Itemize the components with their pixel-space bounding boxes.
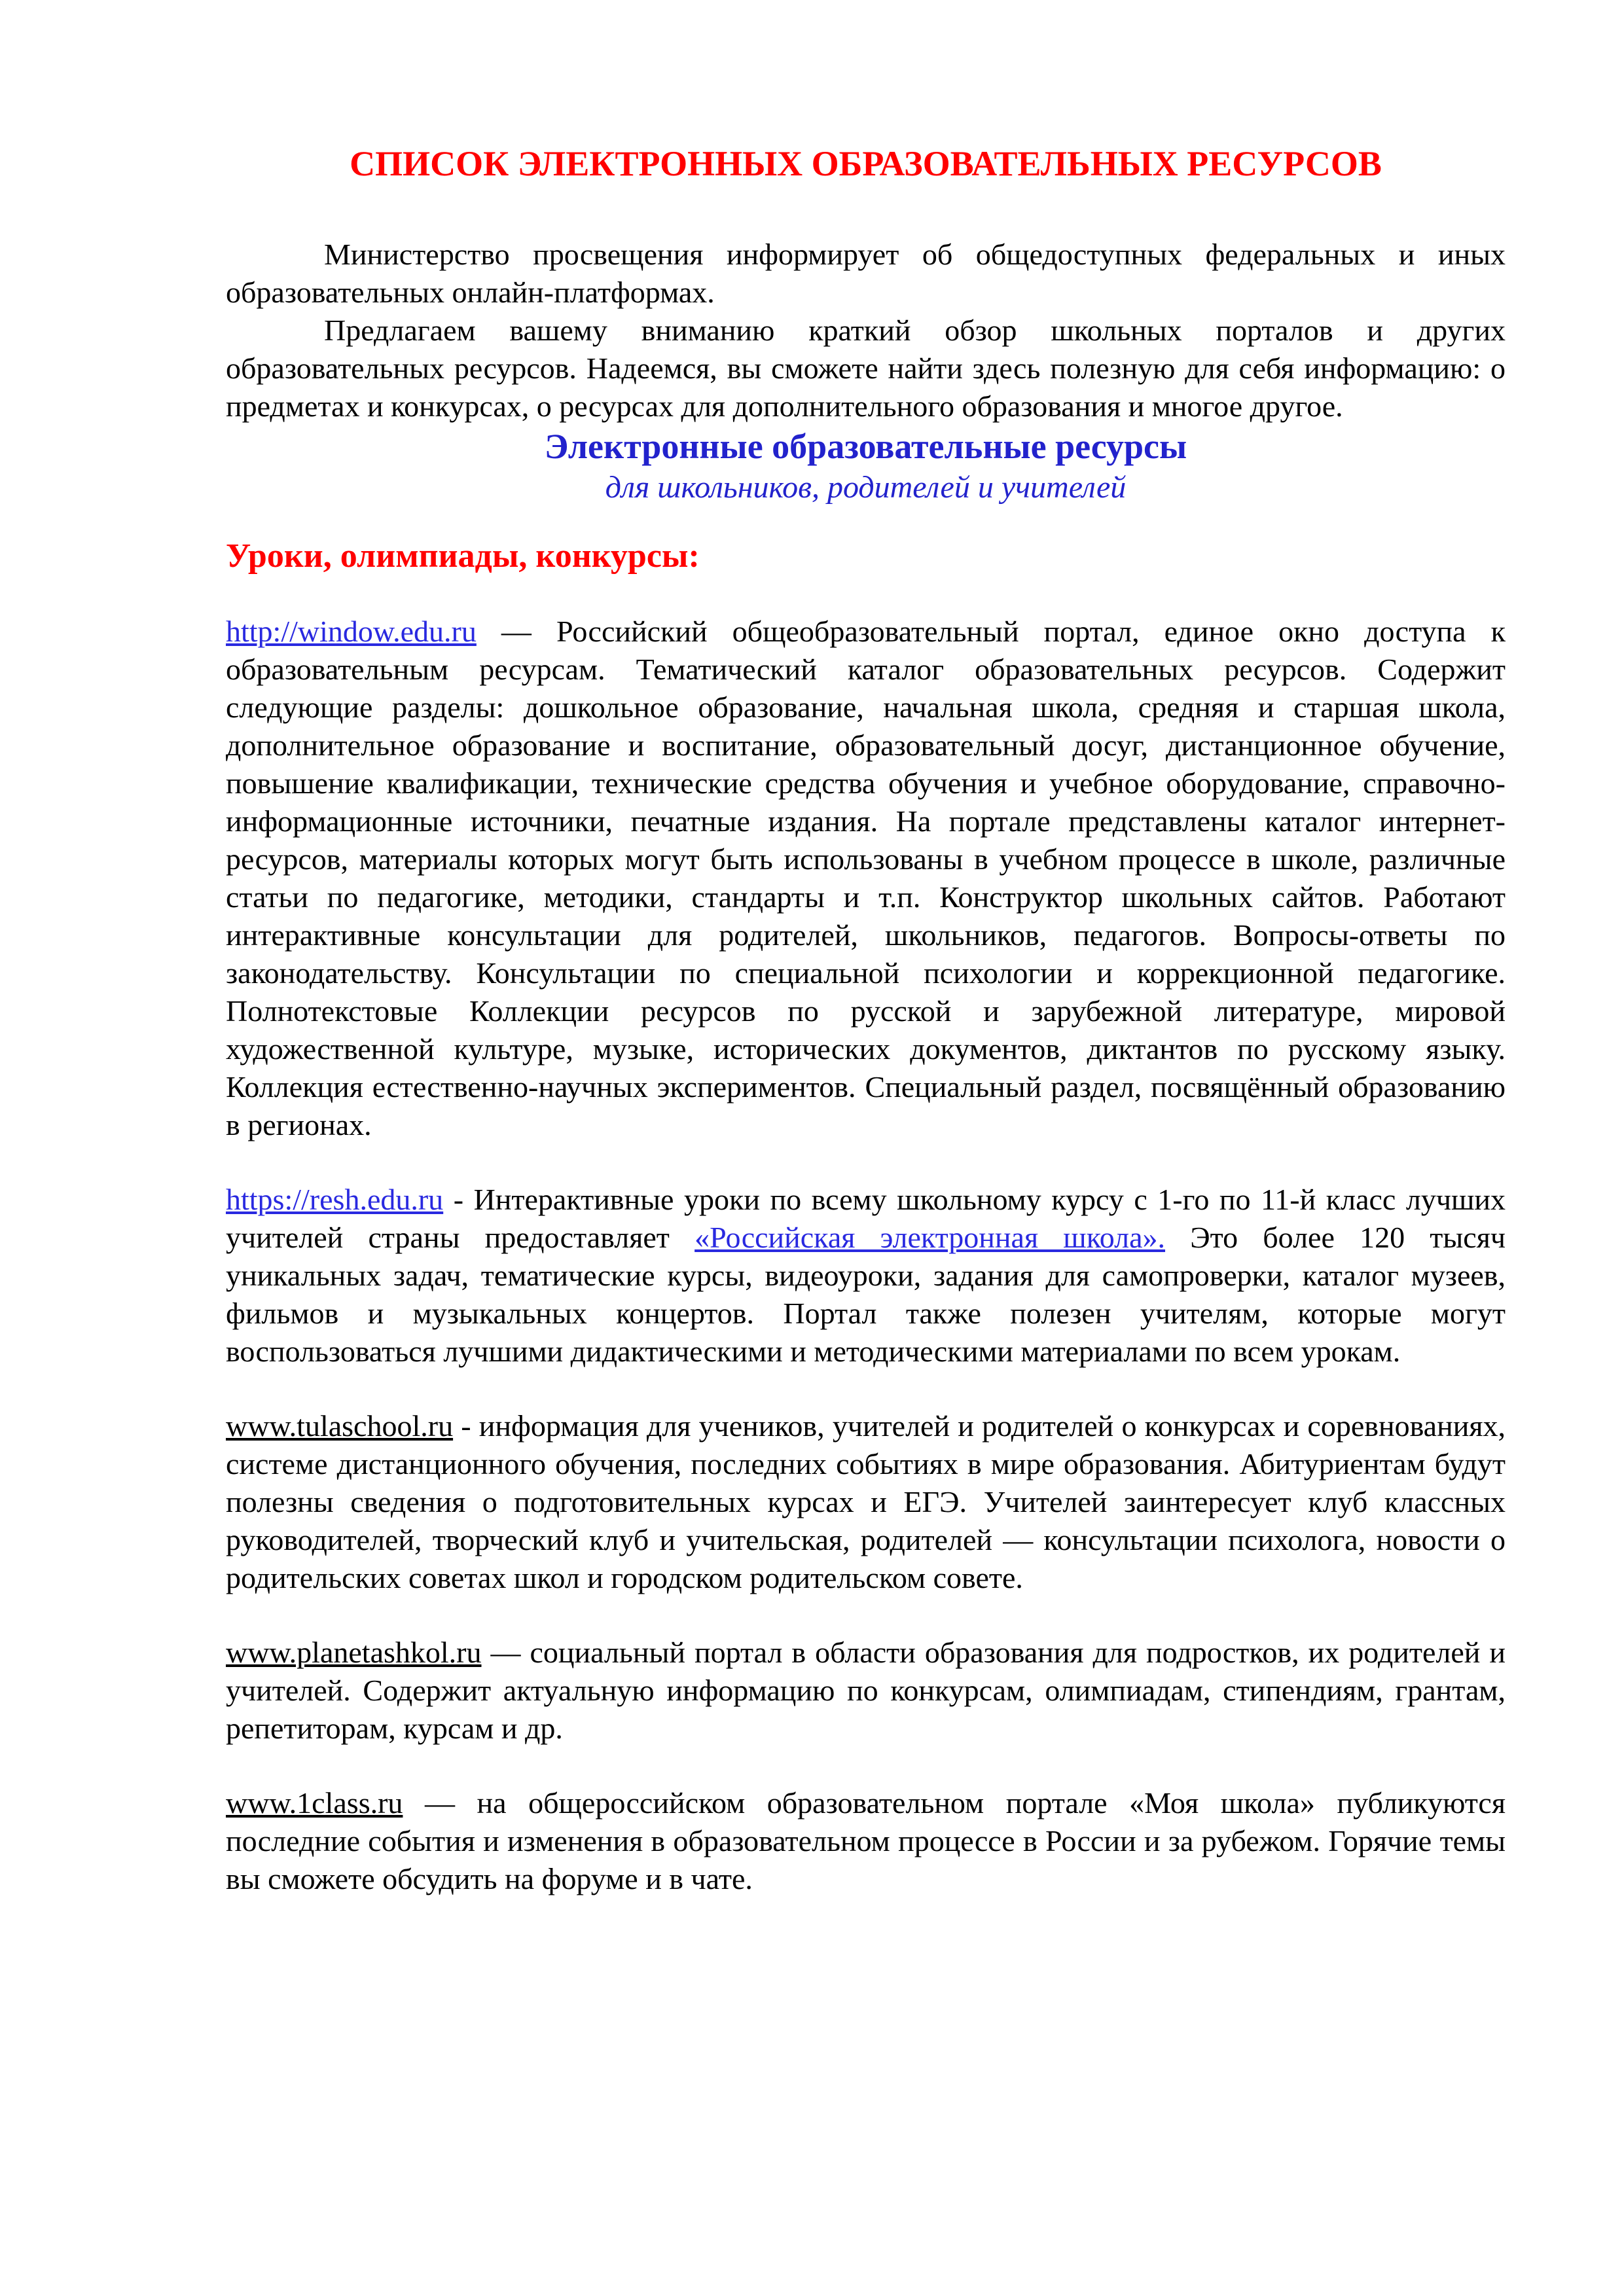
subtitle-bold: Электронные образовательные ресурсы — [544, 427, 1187, 466]
intro-paragraph-1: Министерство просвещения информирует об общедоступных федеральных и иных образовательных онлайн-платформах. — [226, 238, 1506, 309]
resh-edu-ru-link[interactable]: https://resh.edu.ru — [226, 1183, 444, 1216]
resource-paragraph — [226, 1181, 1506, 1371]
russian-electronic-school-link[interactable]: «Российская электронная школа». — [695, 1221, 1166, 1254]
resource-description-text: - информация для учеников, учителей и родителей о конкурсах и соревнованиях, системе дистанционного обучения, последних событиях в мире образования. Абитуриентам будут полезны сведения о подготовительных курсах и ЕГЭ. Учителей заинтересует клуб классных руководителей, творческий клуб и учительская, родителей — консультации психолога, новости о родительских советах школ и городском родительском совете. — [226, 1409, 1506, 1594]
document-title: СПИСОК ЭЛЕКТРОННЫХ ОБРАЗОВАТЕЛЬНЫХ РЕСУРСОВ — [350, 144, 1382, 183]
1class-ru-link[interactable]: www.1class.ru — [226, 1786, 403, 1820]
resource-description-text: - Интерактивные уроки по всему школьному курсу с 1-го по 11-й класс лучших учителей страны предоставляет — [226, 1183, 1506, 1254]
resource-description-text: Это более 120 тысяч уникальных задач, тематические курсы, видеоуроки, задания для самопроверки, каталог музеев, фильмов и музыкальных концертов. Портал также полезен учителям, которые могут воспользоваться лучшими дидактическими и методическими материалами по всем урокам. — [226, 1221, 1506, 1368]
intro-paragraph-2: Предлагаем вашему вниманию краткий обзор школьных порталов и других образовательных ресурсов. Надеемся, вы сможете найти здесь полезную для себя информацию: о предметах и конкурсах, о ресурсах для дополнительного образования и многое другое. — [226, 314, 1506, 423]
resource-description-text: — на общероссийском образовательном портале «Моя школа» публикуются последние события и изменения в образовательном процессе в России и за рубежом. Горячие темы вы сможете обсудить на форуме и в чате. — [226, 1786, 1506, 1895]
tulaschool-ru-link[interactable]: www.tulaschool.ru — [226, 1409, 454, 1443]
resource-paragraph — [226, 1634, 1506, 1748]
section-heading: Уроки, олимпиады, конкурсы: — [226, 537, 700, 575]
planetashkol-ru-link[interactable]: www.planetashkol.ru — [226, 1636, 482, 1669]
resource-paragraph — [226, 613, 1506, 1144]
resource-description-text: — Российский общеобразовательный портал, единое окно доступа к образовательным ресурсам. Тематический каталог образовательных ресурсов. Содержит следующие разделы: дошкольное образование, начальная школа, средняя и старшая школа, дополнительное образование и воспитание, образовательный досуг, дистанционное обучение, повышение квалификации, технические средства обучения и учебное оборудование, справочно-информационные источники, печатные издания. На портале представлены каталог интернет-ресурсов, материалы которых могут быть использованы в учебном процессе в школе, различные статьи по педагогике, методики, стандарты и т.п. Конструктор школьных сайтов. Работают интерактивные консультации для родителей, школьников, педагогов. Вопросы-ответы по законодательству. Консультации по специальной психологии и коррекционной педагогике. Полнотекстовые Коллекции ресурсов по русской и зарубежной литературе, мировой художественной культуре, музыке, исторических документов, диктантов по русскому языку. Коллекция естественно-научных экспериментов. Специальный раздел, посвящённый образованию в регионах. — [226, 615, 1506, 1141]
window-edu-ru-link[interactable]: http://window.edu.ru — [226, 615, 477, 648]
resource-description-text: — социальный портал в области образования для подростков, их родителей и учителей. Содержит актуальную информацию по конкурсам, олимпиадам, стипендиям, грантам, репетиторам, курсам и др. — [226, 1636, 1506, 1745]
resources-list — [226, 613, 1506, 1898]
document-body — [226, 141, 1506, 1898]
resource-paragraph — [226, 1407, 1506, 1597]
subtitle-italic: для школьников, родителей и учителей — [605, 470, 1127, 505]
resource-paragraph — [226, 1784, 1506, 1898]
